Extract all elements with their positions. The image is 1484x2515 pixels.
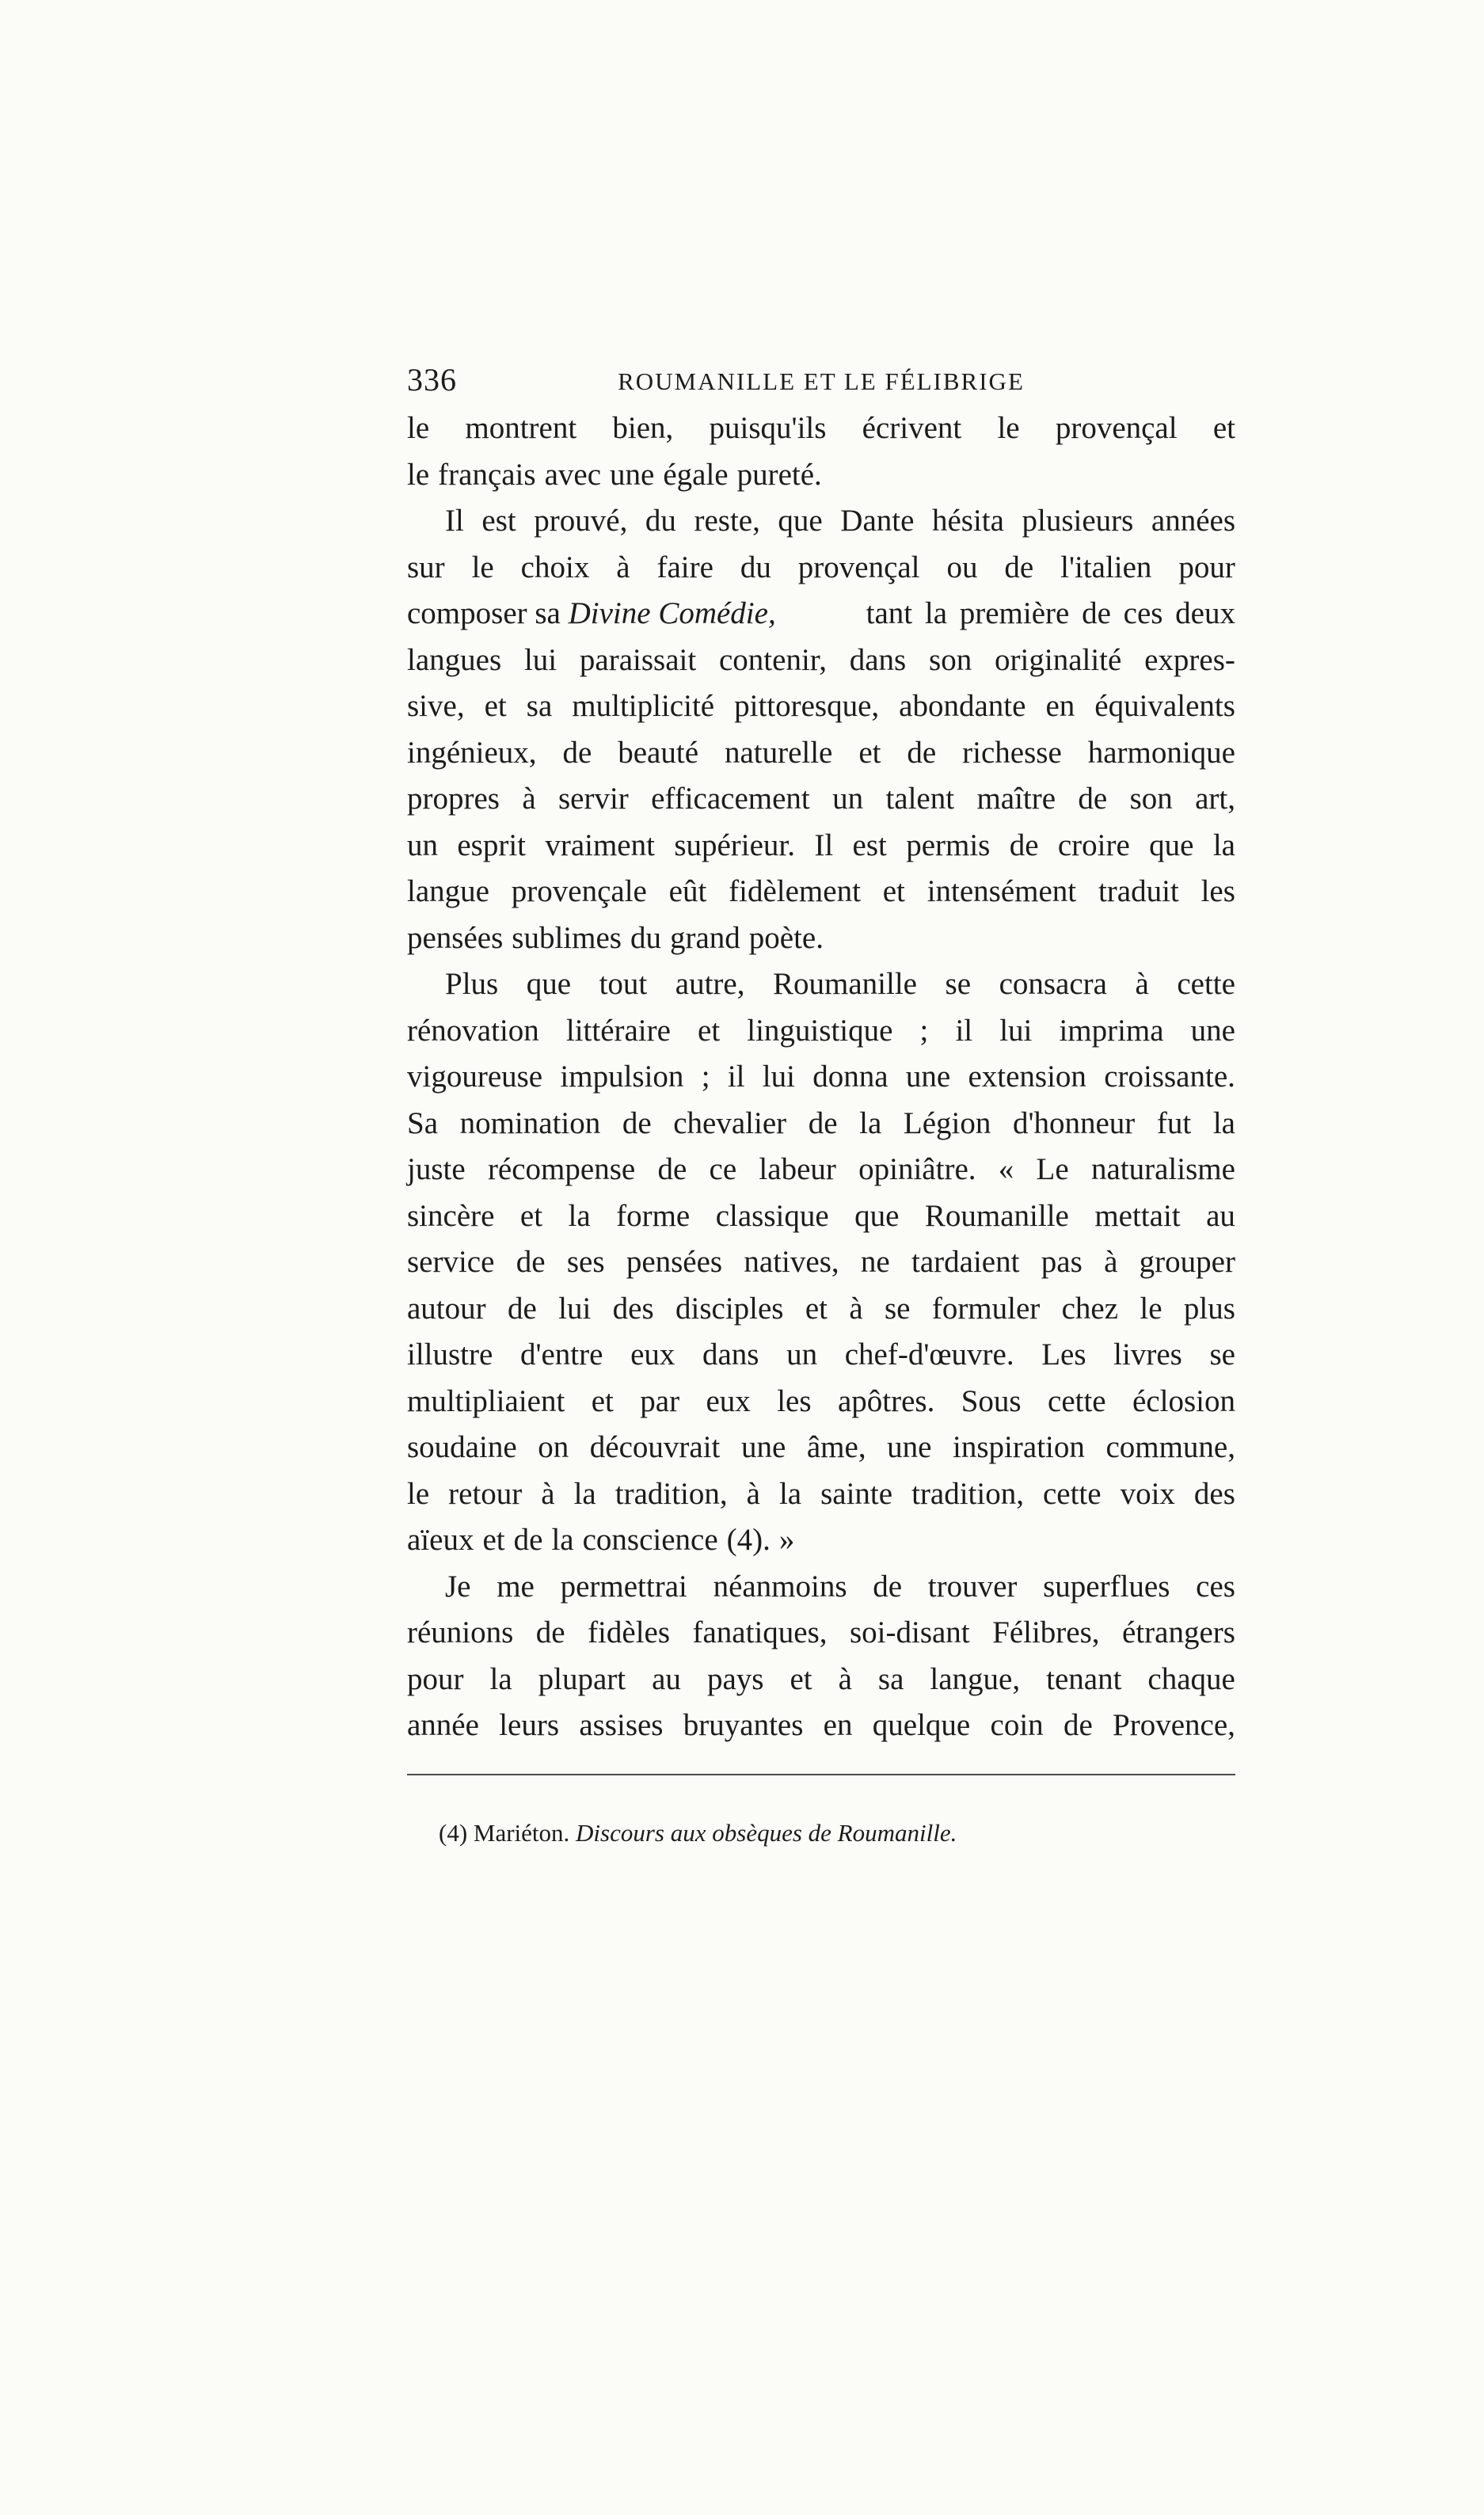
footnote-title: Discours aux obsèques de Roumanille. — [576, 1819, 957, 1847]
word: de — [907, 735, 937, 770]
word: puisqu'ils — [709, 411, 827, 445]
word: ne — [860, 1245, 890, 1279]
word: et — [482, 1523, 505, 1557]
word: » — [778, 1523, 795, 1557]
word: vraiment — [545, 828, 655, 862]
word: et — [858, 735, 881, 770]
word: plus — [1183, 1291, 1235, 1326]
word: multipliaient — [407, 1383, 565, 1418]
word: du — [740, 550, 771, 584]
word: fidèles — [588, 1615, 671, 1649]
word: lui — [523, 642, 557, 677]
word: en — [823, 1708, 853, 1742]
word: langue — [407, 874, 489, 908]
word: réunions — [407, 1615, 514, 1649]
word: étrangers — [1122, 1615, 1235, 1649]
word: équivalents — [1094, 689, 1235, 723]
word: traduit — [1098, 874, 1179, 908]
word: provençal — [1055, 411, 1178, 445]
word: pensées — [626, 1245, 723, 1279]
word: chevalier — [673, 1105, 787, 1140]
word: plupart — [538, 1661, 626, 1696]
word: de — [1063, 1708, 1093, 1742]
word: pays — [706, 1661, 764, 1696]
word: croire — [1057, 828, 1130, 862]
word: paraissait — [579, 642, 697, 677]
word: provençale — [511, 874, 647, 908]
text-line — [407, 1054, 1235, 1101]
book-page — [407, 356, 1235, 1847]
word: la — [1212, 828, 1235, 862]
word: lui — [762, 1060, 795, 1094]
word: autre, — [675, 967, 745, 1001]
text-segment: tant la première de ces deux — [853, 596, 1235, 630]
footnote-rule — [407, 1774, 1235, 1775]
word: se — [1209, 1337, 1235, 1372]
word: que — [854, 1198, 900, 1233]
word: Roumanille — [924, 1198, 1069, 1233]
word: chaque — [1147, 1661, 1235, 1696]
word: une — [905, 1060, 951, 1094]
word: et — [1212, 411, 1235, 445]
word: fanatiques, — [692, 1615, 828, 1649]
word: d'honneur — [1012, 1105, 1136, 1140]
word: assises — [579, 1708, 664, 1742]
word: propres — [407, 782, 500, 816]
word: Provence, — [1113, 1708, 1235, 1742]
word: et — [805, 1291, 828, 1326]
word: en — [1045, 689, 1075, 723]
word: cette — [1177, 967, 1235, 1001]
word: eux — [630, 1337, 675, 1372]
word: que — [1149, 828, 1194, 862]
word: de — [873, 1569, 903, 1604]
word: est — [852, 828, 887, 862]
word: de — [507, 1291, 537, 1326]
word: le — [407, 411, 430, 445]
text-line — [407, 1379, 1235, 1425]
word: de — [513, 1523, 543, 1557]
word: sainte — [820, 1476, 893, 1511]
word: tenant — [1046, 1661, 1122, 1696]
footnote — [439, 1813, 957, 1853]
word: imprima — [1059, 1013, 1164, 1048]
word: multiplicité — [572, 689, 715, 723]
text-line — [407, 1101, 1235, 1147]
word: efficacement — [651, 782, 810, 816]
word: disciples — [675, 1291, 784, 1326]
word: rénovation — [407, 1013, 539, 1048]
word: la — [573, 1476, 596, 1511]
text-line — [407, 1703, 1235, 1749]
word: contenir, — [718, 642, 827, 677]
word: une — [1190, 1013, 1235, 1048]
word: ; — [919, 1013, 929, 1048]
word: voix — [1120, 1476, 1175, 1511]
word: langue, — [930, 1661, 1021, 1696]
word: trouver — [927, 1569, 1018, 1604]
word: richesse — [962, 735, 1062, 770]
word: de — [1078, 782, 1108, 816]
word: sur — [407, 550, 445, 584]
word: pas — [1041, 1245, 1083, 1279]
word: le — [407, 1476, 430, 1511]
word: soi-disant — [849, 1615, 970, 1649]
word: faire — [656, 550, 713, 584]
word: naturelle — [724, 735, 833, 770]
word: Je — [445, 1569, 471, 1604]
word: âme, — [806, 1430, 866, 1464]
word: aïeux — [407, 1523, 474, 1557]
word: écrivent — [862, 411, 962, 445]
text-line — [407, 405, 1235, 452]
text-line — [407, 498, 1235, 545]
word: de — [657, 1152, 687, 1186]
word: du — [645, 504, 676, 538]
word: sa — [526, 689, 553, 723]
word: de — [516, 1245, 546, 1279]
word: croissante. — [1104, 1060, 1235, 1094]
word: classique — [715, 1198, 829, 1233]
word: impulsion — [560, 1060, 684, 1094]
word: la — [1212, 1105, 1235, 1140]
word: livres — [1113, 1337, 1182, 1372]
word: bruyantes — [683, 1708, 804, 1742]
word: quelque — [872, 1708, 971, 1742]
word: est — [481, 504, 516, 538]
word: la — [778, 1476, 802, 1511]
word: coin — [990, 1708, 1044, 1742]
word: juste — [407, 1152, 466, 1186]
word: récompense — [487, 1152, 636, 1186]
word: des — [612, 1291, 654, 1326]
text-line — [407, 1286, 1235, 1333]
word: originalité — [995, 642, 1122, 677]
word: bien, — [612, 411, 674, 445]
word: fut — [1156, 1105, 1192, 1140]
word: français — [438, 457, 536, 492]
word: la — [859, 1105, 882, 1140]
word: supérieur. — [674, 828, 796, 862]
text-line — [407, 452, 1235, 499]
word: fidèlement — [729, 874, 861, 908]
word: l'italien — [1060, 550, 1152, 584]
word: et — [519, 1198, 543, 1233]
word: néanmoins — [713, 1569, 847, 1604]
text-line — [407, 1332, 1235, 1379]
word: choix — [520, 550, 590, 584]
word: nomination — [459, 1105, 601, 1140]
word: pittoresque, — [734, 689, 880, 723]
word: commune, — [1105, 1430, 1235, 1464]
word: servir — [557, 782, 629, 816]
running-title: ROUMANILLE ET LE FÉLIBRIGE — [618, 367, 1025, 395]
word: lui — [558, 1291, 592, 1326]
word: abondante — [899, 689, 1026, 723]
word: que — [526, 967, 572, 1001]
word: cette — [1048, 1383, 1106, 1418]
word: retour — [448, 1476, 523, 1511]
word: il — [955, 1013, 973, 1048]
word: le — [471, 550, 494, 584]
word: extension — [968, 1060, 1086, 1094]
word: une — [740, 1430, 786, 1464]
text-line — [407, 869, 1235, 915]
word: et — [698, 1013, 721, 1048]
word: beauté — [618, 735, 698, 770]
word: Les — [1041, 1337, 1086, 1372]
word: au — [652, 1661, 681, 1696]
word: des — [1193, 1476, 1235, 1511]
word: ingénieux, — [407, 735, 537, 770]
text-line — [407, 1008, 1235, 1055]
word: dans — [849, 642, 907, 677]
text-line — [407, 776, 1235, 823]
word: art, — [1195, 782, 1235, 816]
word: du — [630, 920, 661, 955]
text-line — [407, 1193, 1235, 1240]
word: chef-d'œuvre. — [844, 1337, 1014, 1372]
text-line — [407, 1610, 1235, 1657]
word: mettait — [1094, 1198, 1181, 1233]
word: apôtres. — [837, 1383, 935, 1418]
word: leurs — [499, 1708, 560, 1742]
word: autour — [407, 1291, 486, 1326]
word: ; — [701, 1060, 710, 1094]
word: année — [407, 1708, 479, 1742]
word: les — [1201, 874, 1235, 908]
word: Le — [1036, 1152, 1069, 1186]
word: esprit — [457, 828, 526, 862]
word: sincère — [407, 1198, 495, 1233]
word: vigoureuse — [407, 1060, 543, 1094]
word: sive, — [407, 689, 465, 723]
text-line — [407, 1657, 1235, 1703]
word: il — [727, 1060, 745, 1094]
word: grouper — [1139, 1245, 1235, 1279]
word: forme — [616, 1198, 691, 1233]
word: eût — [668, 874, 707, 908]
footnote-marker: (4) — [439, 1819, 468, 1847]
word: permettrai — [560, 1569, 687, 1604]
word: la — [551, 1523, 574, 1557]
word: labeur — [759, 1152, 836, 1186]
word: prouvé, — [534, 504, 628, 538]
text-line — [407, 545, 1235, 592]
word: le — [407, 457, 430, 492]
word: Il — [445, 504, 464, 538]
word: Félibres, — [992, 1615, 1100, 1649]
word: cette — [1042, 1476, 1102, 1511]
word: pour — [407, 1661, 464, 1696]
word: tradition, — [615, 1476, 728, 1511]
page-header — [407, 356, 1235, 404]
word: linguistique — [747, 1013, 893, 1048]
word: tardaient — [911, 1245, 1020, 1279]
word: le — [1140, 1291, 1162, 1326]
word: à — [522, 782, 536, 816]
word: le — [997, 411, 1020, 445]
word: à — [541, 1476, 555, 1511]
word: ses — [566, 1245, 605, 1279]
word: ou — [946, 550, 978, 584]
word: dans — [702, 1337, 759, 1372]
word: ce — [709, 1152, 737, 1186]
word: pensées — [407, 920, 504, 955]
word: opiniâtre. — [858, 1152, 976, 1186]
word: lui — [999, 1013, 1033, 1048]
text-line — [407, 730, 1235, 777]
word: poète. — [748, 920, 824, 955]
footnote-author: Mariéton. — [473, 1819, 570, 1847]
word: expres- — [1144, 642, 1235, 677]
word: talent — [885, 782, 955, 816]
word: de — [562, 735, 592, 770]
word: de — [808, 1105, 838, 1140]
word: service — [407, 1245, 495, 1279]
word: au — [1206, 1198, 1235, 1233]
word: sa — [877, 1661, 904, 1696]
word: que — [778, 504, 823, 538]
text-line — [407, 1564, 1235, 1611]
word: Plus — [445, 967, 499, 1001]
word: me — [497, 1569, 535, 1604]
word: et — [790, 1661, 812, 1696]
word: et — [484, 689, 507, 723]
word: formuler — [931, 1291, 1041, 1326]
word: eux — [706, 1383, 751, 1418]
word: langues — [407, 642, 502, 677]
word: à — [746, 1476, 760, 1511]
text-line — [407, 637, 1235, 684]
word: à — [838, 1661, 852, 1696]
word: on — [538, 1430, 569, 1464]
word: un — [832, 782, 864, 816]
word: harmonique — [1087, 735, 1235, 770]
word: naturalisme — [1090, 1152, 1235, 1186]
word: et — [591, 1383, 614, 1418]
word: avec — [544, 457, 602, 492]
word: Roumanille — [773, 967, 917, 1001]
word: une — [887, 1430, 932, 1464]
word: littéraire — [565, 1013, 671, 1048]
word: et — [882, 874, 905, 908]
word: de — [1004, 550, 1034, 584]
word: un — [786, 1337, 818, 1372]
word: tradition, — [911, 1476, 1024, 1511]
word: hésita — [931, 504, 1004, 538]
word: Sous — [961, 1383, 1022, 1418]
word: plusieurs — [1022, 504, 1134, 538]
word: conscience — [582, 1523, 718, 1557]
word: illustre — [407, 1337, 493, 1372]
word: à — [1104, 1245, 1118, 1279]
page-number: 336 — [407, 362, 457, 398]
word: tout — [599, 967, 648, 1001]
text-segment: composer sa — [407, 596, 569, 630]
text-line-with-title — [407, 591, 1235, 637]
word: Il — [814, 828, 834, 862]
word: par — [640, 1383, 680, 1418]
word: à — [1135, 967, 1149, 1001]
text-line — [407, 683, 1235, 730]
text-line — [407, 1239, 1235, 1286]
word: inspiration — [953, 1430, 1085, 1464]
word: de — [622, 1105, 652, 1140]
word: Sa — [407, 1105, 438, 1140]
word: se — [945, 967, 972, 1001]
word: pureté. — [736, 457, 822, 492]
word: grand — [669, 920, 740, 955]
word: égale — [663, 457, 729, 492]
text-line — [407, 1147, 1235, 1193]
word: la — [489, 1661, 512, 1696]
text-line — [407, 1425, 1235, 1471]
text-line — [407, 915, 1235, 962]
text-line — [407, 1471, 1235, 1518]
word: maître — [976, 782, 1056, 816]
work-title: Divine Comédie, — [568, 596, 776, 630]
word: intensément — [927, 874, 1077, 908]
word: un — [407, 828, 438, 862]
word: d'entre — [519, 1337, 603, 1372]
word: découvrait — [589, 1430, 721, 1464]
word: les — [777, 1383, 812, 1418]
word: (4). — [726, 1523, 771, 1557]
word: chez — [1061, 1291, 1119, 1326]
word: une — [610, 457, 655, 492]
word: consacra — [999, 967, 1107, 1001]
word: éclosion — [1132, 1383, 1235, 1418]
word: de — [1009, 828, 1039, 862]
word: reste, — [694, 504, 760, 538]
word: à — [616, 550, 630, 584]
word: donna — [812, 1060, 888, 1094]
word: son — [929, 642, 972, 677]
word: sublimes — [512, 920, 622, 955]
word: « — [998, 1152, 1014, 1186]
word: ces — [1196, 1569, 1235, 1604]
word: permis — [906, 828, 991, 862]
word: soudaine — [407, 1430, 517, 1464]
word: se — [884, 1291, 911, 1326]
word: natives, — [744, 1245, 839, 1279]
word: la — [568, 1198, 591, 1233]
word: superflues — [1043, 1569, 1170, 1604]
word: de — [535, 1615, 565, 1649]
word: années — [1151, 504, 1235, 538]
text-line — [407, 823, 1235, 869]
word: Dante — [840, 504, 915, 538]
word: son — [1129, 782, 1173, 816]
word: à — [849, 1291, 863, 1326]
word: provençal — [797, 550, 920, 584]
word: montrent — [465, 411, 577, 445]
text-line — [407, 961, 1235, 1008]
word: pour — [1178, 550, 1235, 584]
word: Légion — [903, 1105, 991, 1140]
text-line — [407, 1517, 1235, 1564]
body-text — [407, 405, 1235, 1749]
